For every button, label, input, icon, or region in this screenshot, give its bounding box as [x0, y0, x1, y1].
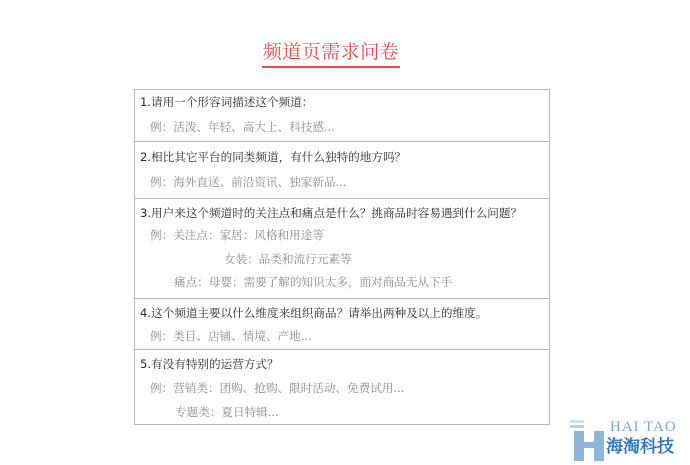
question-section-4 [135, 299, 549, 350]
question-section-5 [135, 350, 549, 424]
example-text: 例：类目、店铺、情境、产地... [150, 329, 312, 343]
example-text: 例：关注点：家居：风格和用途等 [150, 228, 324, 242]
question-section-2 [135, 142, 549, 199]
question-text: 1.请用一个形容词描述这个频道： [140, 95, 314, 109]
logo-mark-icon [570, 420, 604, 461]
question-text: 3.用户来这个频道时的关注点和痛点是什么？挑商品时容易遇到什么问题？ [140, 206, 523, 220]
question-text: 5.有没有特别的运营方式？ [140, 357, 279, 371]
title-underline [262, 66, 400, 68]
question-text: 4.这个频道主要以什么维度来组织商品？请举出两种及以上的维度。 [140, 306, 488, 320]
example-text: 例：海外直送、前沿资讯、独家新品... [150, 175, 347, 189]
example-text: 专题类：夏日特辑... [175, 405, 279, 419]
question-section-1 [135, 90, 549, 142]
page-title: 频道页需求问卷 [262, 41, 400, 63]
questionnaire-table [134, 89, 550, 425]
example-text: 女装：品类和流行元素等 [224, 252, 352, 266]
question-text: 2.相比其它平台的同类频道，有什么独特的地方吗？ [140, 150, 407, 164]
example-text: 痛点：母婴：需要了解的知识太多，面对商品无从下手 [174, 275, 453, 289]
logo-text-en: HAI TAO [610, 419, 677, 435]
example-text: 例：营销类：团购、抢购、限时活动、免费试用... [150, 381, 405, 395]
question-section-3 [135, 199, 549, 299]
example-text: 例：活泼、年轻、高大上、科技感... [150, 120, 335, 134]
logo-text-cn: 海淘科技 [606, 437, 674, 457]
